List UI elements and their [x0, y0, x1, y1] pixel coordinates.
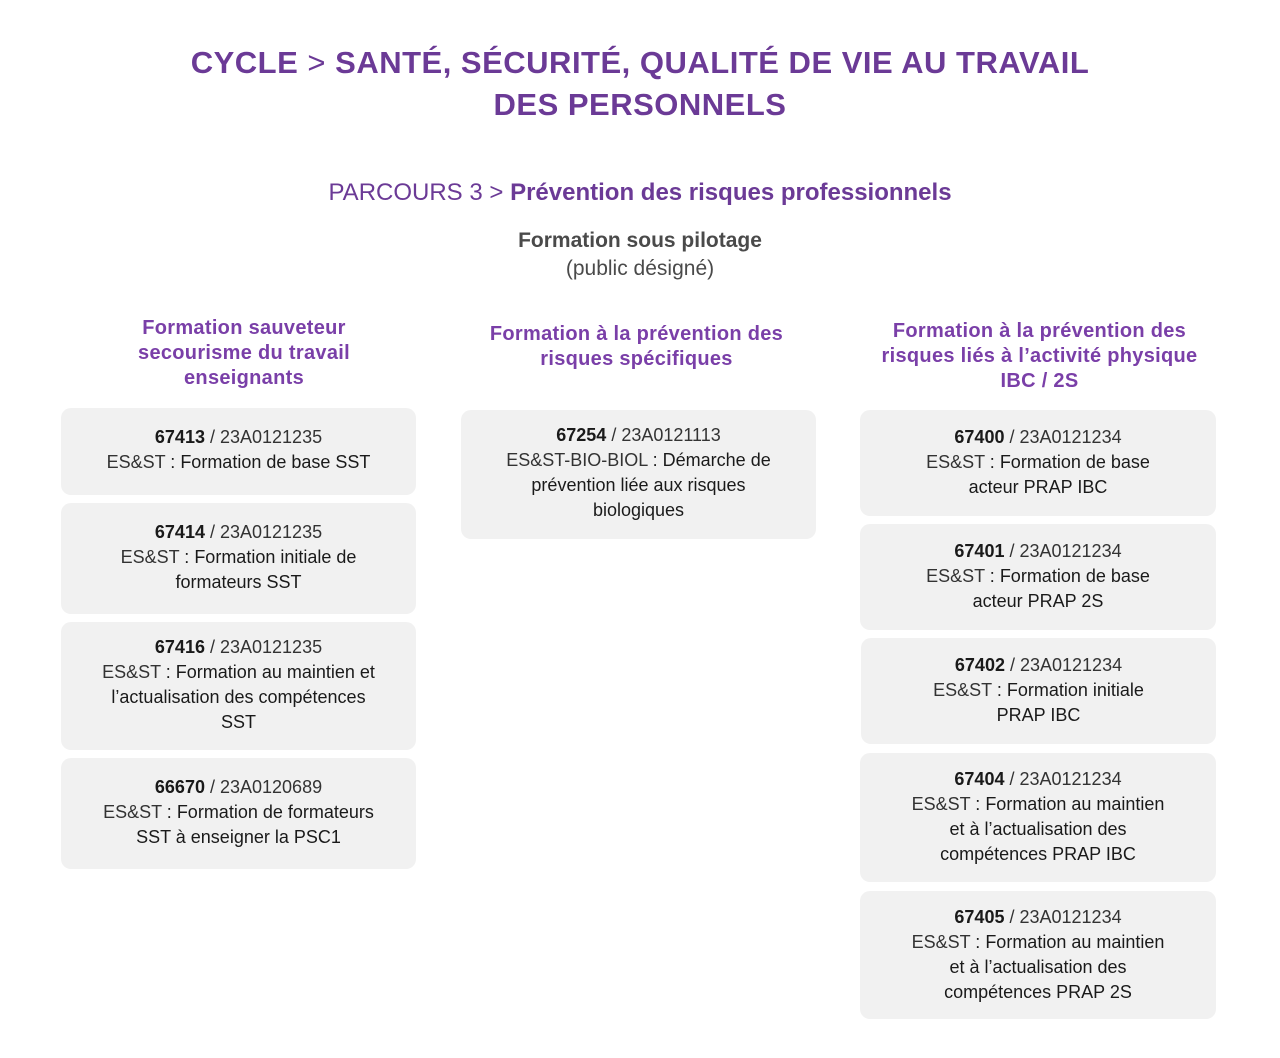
card-code-line	[61, 775, 416, 800]
heading-line: risques liés à l’activité physique	[881, 345, 1198, 367]
heading-line: IBC / 2S	[1000, 370, 1079, 392]
training-description: Formation de base	[999, 452, 1150, 472]
training-description: Formation au maintien	[985, 932, 1165, 952]
card-desc-line: ES&ST : Formation au maintien et	[102, 662, 375, 682]
training-description: SST	[220, 712, 256, 732]
training-code: 67405	[954, 907, 1005, 927]
training-description: Formation de base	[999, 566, 1150, 586]
title-separator: >	[307, 45, 327, 80]
heading-line: Formation à la prévention des	[892, 320, 1187, 342]
card-code-line	[860, 539, 1216, 564]
training-prefix: ES&ST	[102, 662, 161, 682]
training-description: compétences PRAP 2S	[944, 982, 1132, 1002]
training-card-67414[interactable]	[61, 503, 416, 614]
heading-line: secourisme du travail	[138, 342, 350, 364]
parcours-separator: >	[489, 179, 504, 206]
parcours-title: Prévention des risques professionnels	[510, 179, 952, 206]
training-description: Formation initiale	[1006, 680, 1144, 700]
training-prefix: ES&ST	[103, 802, 162, 822]
card-desc-line: ES&ST : Formation au maintien	[911, 794, 1165, 814]
card-code-line	[860, 425, 1216, 450]
training-description: acteur PRAP 2S	[972, 591, 1104, 611]
card-code-line	[860, 905, 1216, 930]
training-prefix: ES&ST	[911, 794, 971, 814]
training-card-67254[interactable]	[461, 410, 816, 539]
training-code: 67416	[154, 637, 205, 657]
training-reference: / 23A0120689	[209, 777, 323, 797]
card-desc-line: ES&ST : Formation de formateurs	[103, 802, 374, 822]
training-card-67405[interactable]	[860, 891, 1216, 1019]
training-card-67416[interactable]	[61, 622, 416, 750]
training-description: Formation au maintien	[985, 794, 1165, 814]
training-code: 67400	[954, 427, 1005, 447]
cycle-label: CYCLE	[190, 45, 299, 80]
training-code: 67404	[954, 769, 1005, 789]
parcours-label: PARCOURS 3	[328, 179, 483, 206]
training-description: PRAP IBC	[996, 705, 1081, 725]
card-code-line	[860, 767, 1216, 792]
training-prefix: ES&ST	[106, 452, 166, 472]
card-desc-line: ES&ST : Formation initiale	[933, 680, 1144, 700]
training-description: Formation de base SST	[180, 452, 371, 472]
training-prefix: ES&ST	[911, 932, 971, 952]
training-description: prévention liée aux risques	[531, 475, 746, 495]
training-prefix: ES&ST	[933, 680, 992, 700]
training-prefix: ES&ST	[926, 452, 985, 472]
card-desc-line: ES&ST : Formation de base SST	[106, 452, 371, 472]
column-heading-sst	[84, 316, 404, 391]
card-code-line	[461, 423, 816, 448]
page-title	[0, 42, 1280, 126]
heading-line: Formation à la prévention des	[489, 323, 784, 345]
training-code: 67402	[954, 655, 1005, 675]
training-description: compétences PRAP IBC	[940, 844, 1136, 864]
training-description: acteur PRAP IBC	[968, 477, 1108, 497]
training-code: 66670	[154, 777, 205, 797]
training-reference: / 23A0121235	[209, 427, 323, 447]
training-code: 67413	[154, 427, 205, 447]
mode-title: Formation sous pilotage	[518, 229, 762, 252]
column-heading-physical-activity	[862, 319, 1217, 394]
training-card-67404[interactable]	[860, 753, 1216, 882]
training-description: Formation de formateurs	[176, 802, 374, 822]
training-mode	[0, 227, 1280, 283]
training-description: et à l’actualisation des	[949, 819, 1127, 839]
card-desc-line: ES&ST : Formation de base	[926, 452, 1150, 472]
training-description: Formation initiale de	[194, 547, 357, 567]
card-desc-line: ES&ST-BIO-BIOL : Démarche de	[506, 450, 771, 470]
training-card-67401[interactable]	[860, 524, 1216, 630]
training-card-67402[interactable]	[861, 638, 1216, 744]
card-desc-line: ES&ST : Formation initiale de	[120, 547, 357, 567]
training-reference: / 23A0121234	[1009, 427, 1122, 447]
column-heading-specific-risks	[464, 322, 809, 372]
training-code: 67414	[154, 522, 205, 542]
training-card-67413[interactable]	[61, 408, 416, 495]
training-code: 67401	[954, 541, 1005, 561]
training-reference: / 23A0121234	[1009, 541, 1122, 561]
training-prefix: ES&ST-BIO-BIOL	[506, 450, 648, 470]
card-code-line	[61, 520, 416, 545]
training-description: biologiques	[592, 500, 685, 520]
training-reference: / 23A0121234	[1009, 655, 1123, 675]
card-desc-line: ES&ST : Formation au maintien	[911, 932, 1165, 952]
training-reference: / 23A0121113	[611, 425, 721, 445]
heading-line: Formation sauveteur	[142, 317, 346, 339]
training-reference: / 23A0121235	[209, 522, 323, 542]
mode-note: (public désigné)	[565, 257, 715, 280]
card-code-line	[861, 653, 1216, 678]
training-reference: / 23A0121234	[1009, 769, 1122, 789]
training-reference: / 23A0121234	[1009, 907, 1122, 927]
card-code-line	[61, 425, 416, 450]
cycle-title-line1: SANTÉ, SÉCURITÉ, QUALITÉ DE VIE AU TRAVAIL	[335, 45, 1090, 80]
training-description: formateurs SST	[175, 572, 302, 592]
training-description: Démarche de	[662, 450, 771, 470]
training-description: SST à enseigner la PSC1	[136, 827, 341, 847]
card-desc-line: ES&ST : Formation de base	[926, 566, 1150, 586]
parcours-subtitle	[0, 178, 1280, 208]
training-card-66670[interactable]	[61, 758, 416, 869]
card-code-line	[61, 635, 416, 660]
training-card-67400[interactable]	[860, 410, 1216, 516]
heading-line: enseignants	[184, 367, 304, 389]
training-description: l’actualisation des compétences	[111, 687, 366, 707]
heading-line: risques spécifiques	[540, 348, 733, 370]
training-reference: / 23A0121235	[209, 637, 323, 657]
training-prefix: ES&ST	[120, 547, 180, 567]
training-code: 67254	[556, 425, 607, 445]
cycle-title-line2: DES PERSONNELS	[493, 87, 787, 122]
training-description: Formation au maintien et	[175, 662, 375, 682]
training-prefix: ES&ST	[926, 566, 985, 586]
training-description: et à l’actualisation des	[949, 957, 1127, 977]
